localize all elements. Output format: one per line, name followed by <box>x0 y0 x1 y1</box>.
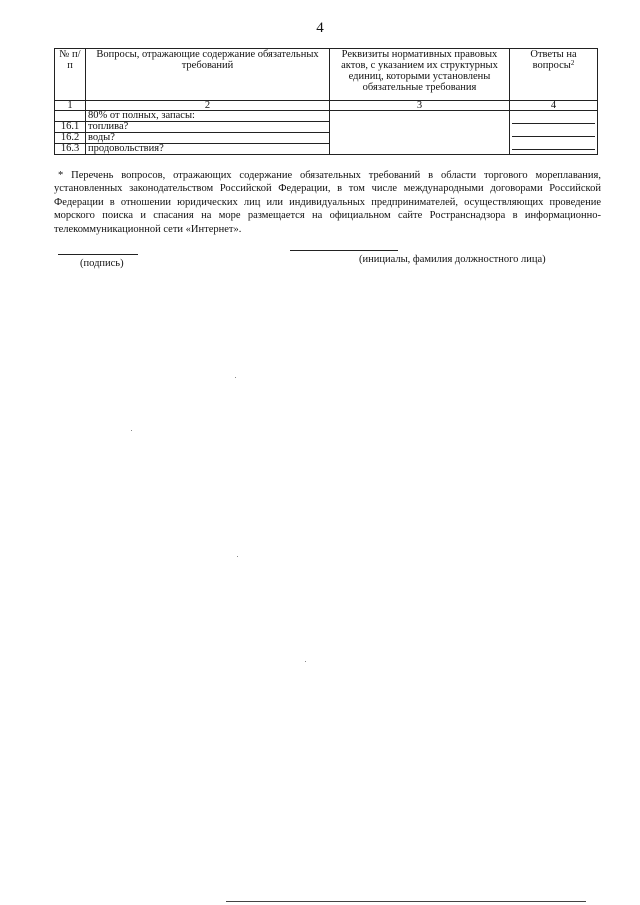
row-question: 80% от полных, запасы: <box>86 111 330 122</box>
answer-line <box>512 111 595 124</box>
row-question: воды? <box>86 133 330 144</box>
row-number <box>55 111 86 122</box>
row-question: продовольствия? <box>86 144 330 155</box>
answer-line <box>512 137 595 150</box>
header-requisites: Реквизиты нормативных правовых актов, с указанием их структурных единиц, которыми установлены обязательные требования <box>330 49 510 101</box>
answer-line <box>512 124 595 137</box>
column-number-row <box>55 101 598 111</box>
row-number: 16.1 <box>55 122 86 133</box>
signature-caption: (подпись) <box>80 258 124 269</box>
row-number: 16.3 <box>55 144 86 155</box>
scan-edge-line <box>226 901 586 902</box>
table-row <box>55 111 598 122</box>
answers-cell <box>510 111 598 155</box>
header-answers <box>510 49 598 101</box>
column-number: 2 <box>86 101 330 111</box>
header-answers-label: Ответы на вопросы <box>530 49 577 71</box>
scan-speck <box>237 556 238 557</box>
header-answers-footnote-mark: 2 <box>570 59 575 67</box>
scan-speck <box>305 661 306 662</box>
row-question: топлива? <box>86 122 330 133</box>
signature-line <box>58 254 138 255</box>
row-number: 16.2 <box>55 133 86 144</box>
column-number: 1 <box>55 101 86 111</box>
header-num: № п/п <box>55 49 86 101</box>
requisites-cell <box>330 111 510 155</box>
scan-speck <box>235 377 236 378</box>
footnote: * Перечень вопросов, отражающих содержание обязательных требований в области торгового мореплавания, установленных законодательством Российской Федерации, в том числе международными договорами Российской Федерации в отношении юридических лиц или индивидуальных предпринимателей, осуществляющих проведение морского поиска и спасания на море размещается на официальном сайте Ространснадзора в информационно-телекоммуникационной сети «Интернет». <box>54 170 601 235</box>
requirements-table <box>54 48 598 155</box>
scan-speck <box>131 430 132 431</box>
name-caption: (инициалы, фамилия должностного лица) <box>359 254 546 265</box>
page-number: 4 <box>316 20 324 36</box>
header-questions: Вопросы, отражающие содержание обязательных требований <box>86 49 330 101</box>
column-number: 4 <box>510 101 598 111</box>
table-header-row <box>55 49 598 101</box>
column-number: 3 <box>330 101 510 111</box>
name-line <box>290 250 398 251</box>
